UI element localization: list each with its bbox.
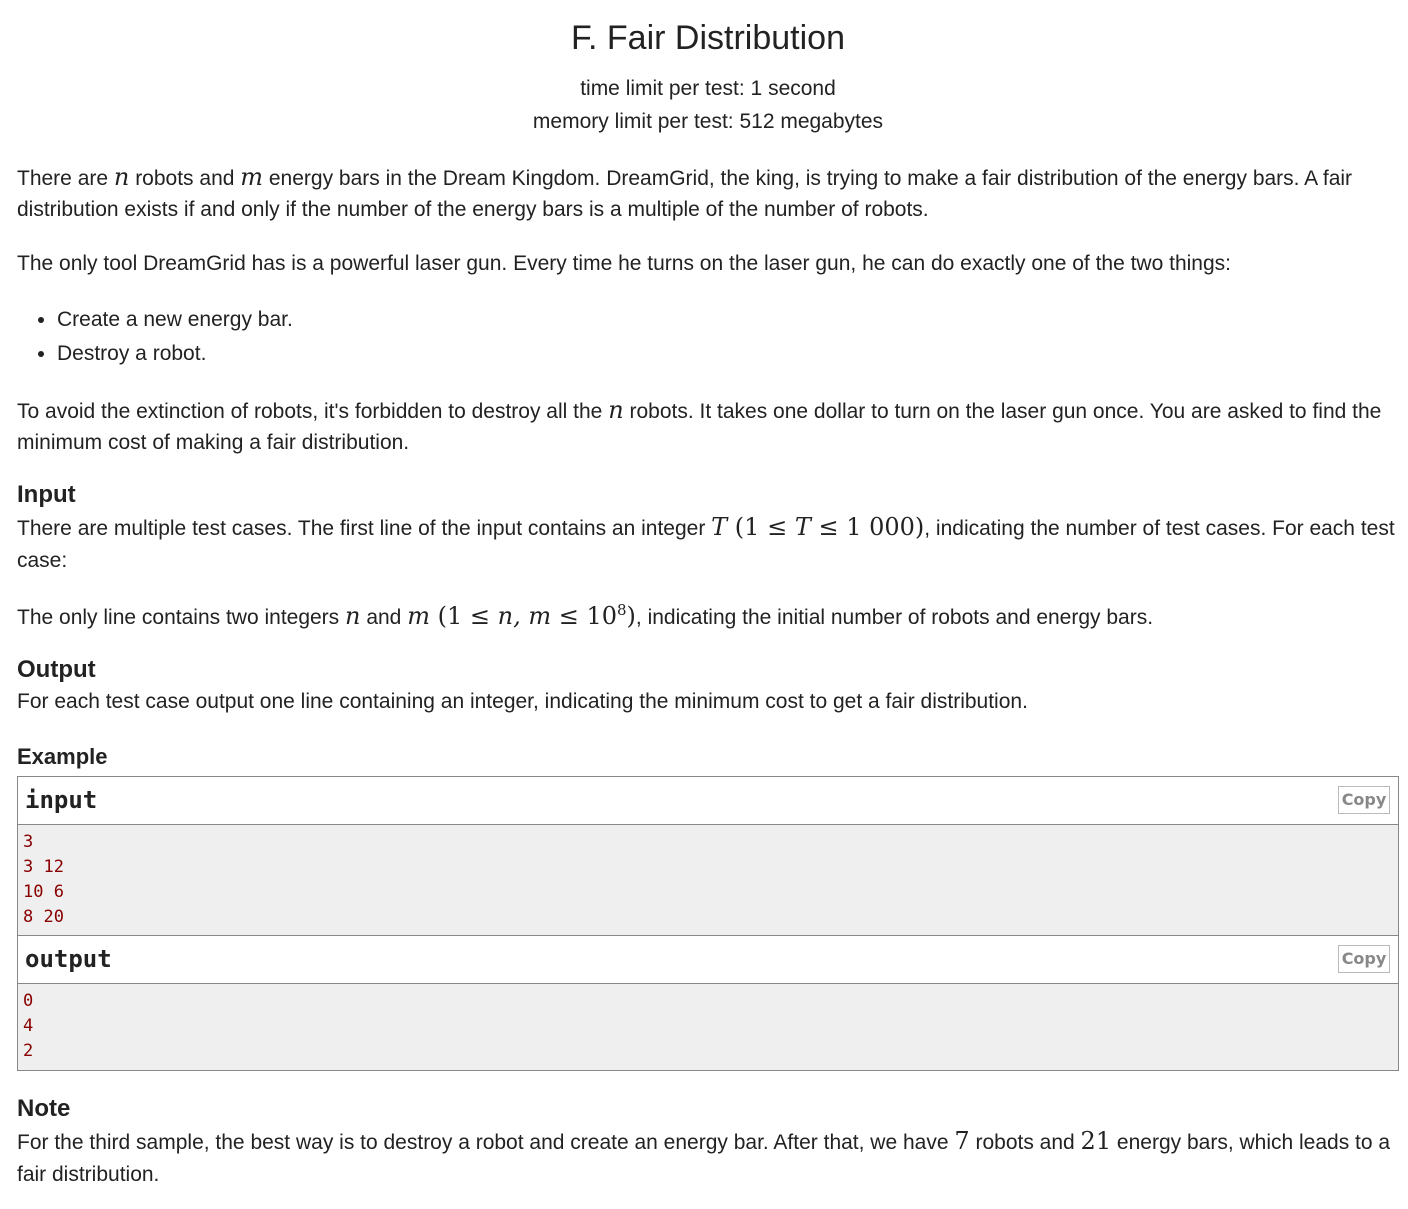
sample-test-box [17,776,1399,1071]
math-T: T [711,513,728,541]
math-n: n [113,163,130,191]
input-header [18,777,1398,825]
input-label: input [25,786,98,814]
math-twentyone: 21 [1080,1127,1112,1155]
output-line: 2 [23,1041,34,1061]
math-seven: 7 [954,1127,970,1155]
text: energy bars in the Dream Kingdom. DreamGrid, the king, is trying to make a fair distribution of the energy bars. A fair distribution exists if and only if the number of the energy bars is a multiple of the number of robots. [17,167,1353,221]
math-n: n [345,602,361,630]
list-item: • Destroy a robot. [57,337,1399,371]
text: There are multiple test cases. The first line of the input contains an integer [17,517,712,540]
text: To avoid the extinction of robots, it's forbidden to destroy all the [17,400,609,423]
text: , indicating the initial number of robots and energy bars. [635,606,1154,629]
copy-input-button[interactable]: Copy [1338,786,1390,814]
math-open: (1 ≤ [429,602,498,630]
math-m: m [240,163,264,191]
text: robots and [129,167,241,190]
output-title: Output [17,656,96,683]
math-vars: n, m [497,602,552,630]
text: For the third sample, the best way is to destroy a robot and create an energy bar. After that, we have [17,1131,955,1154]
text: , indicating the number of test cases. For each test case: [17,517,1395,572]
math-exponent: 8 [617,601,627,619]
legend-paragraph-1 [17,162,1399,225]
output-paragraph: For each test case output one line containing an integer, indicating the minimum cost to get a fair distribution. [17,690,1028,713]
time-limit: time limit per test: 1 second [580,77,836,100]
sample-tests [17,742,1399,1071]
input-paragraph-1 [17,511,1399,577]
example-title: Example [17,744,108,769]
math-T: T [794,513,811,541]
input-specification [17,479,1399,633]
output-specification [17,654,1399,718]
legend-paragraph-3 [17,395,1399,458]
problem-header [17,0,1399,138]
action-list [17,303,1399,371]
legend-paragraph-2: The only tool DreamGrid has is a powerful laser gun. Every time he turns on the laser gun, he can do exactly one of the two things: [17,252,1231,275]
text: and [360,606,408,629]
sample-input [18,825,1398,935]
text: robots. It takes one dollar to turn on the laser gun once. You are asked to find the minimum cost of making a fair distribution. [17,400,1382,454]
text: The only line contains two integers [17,606,346,629]
math-close: ≤ 1 000) [810,513,925,541]
copy-output-button[interactable]: Copy [1338,945,1390,973]
input-line: 3 [23,832,34,852]
math-m: m [407,602,430,630]
input-line: 8 20 [23,907,64,927]
output-line: 0 [23,991,34,1011]
list-item: • Create a new energy bar. [57,303,1399,337]
math-open: (1 ≤ [727,513,795,541]
text: There are [17,167,114,190]
note-paragraph [17,1125,1399,1191]
math-n: n [608,396,624,424]
output-header [18,935,1398,984]
output-label: output [25,945,112,973]
memory-limit: memory limit per test: 512 megabytes [532,110,884,133]
input-title: Input [17,481,76,508]
text: energy bars, which leads to a fair distribution. [17,1131,1391,1186]
math-close: ) [626,602,636,630]
input-line: 10 6 [23,882,64,902]
note-title: Note [17,1095,71,1122]
text: robots and [969,1131,1081,1154]
problem-title: F. Fair Distribution [571,19,845,57]
output-line: 4 [23,1016,34,1036]
legend [17,162,1399,458]
input-line: 3 12 [23,857,64,877]
input-paragraph-2 [17,601,1399,633]
note-section [17,1093,1399,1191]
math-le: ≤ 10 [551,602,617,630]
sample-output [18,984,1398,1070]
